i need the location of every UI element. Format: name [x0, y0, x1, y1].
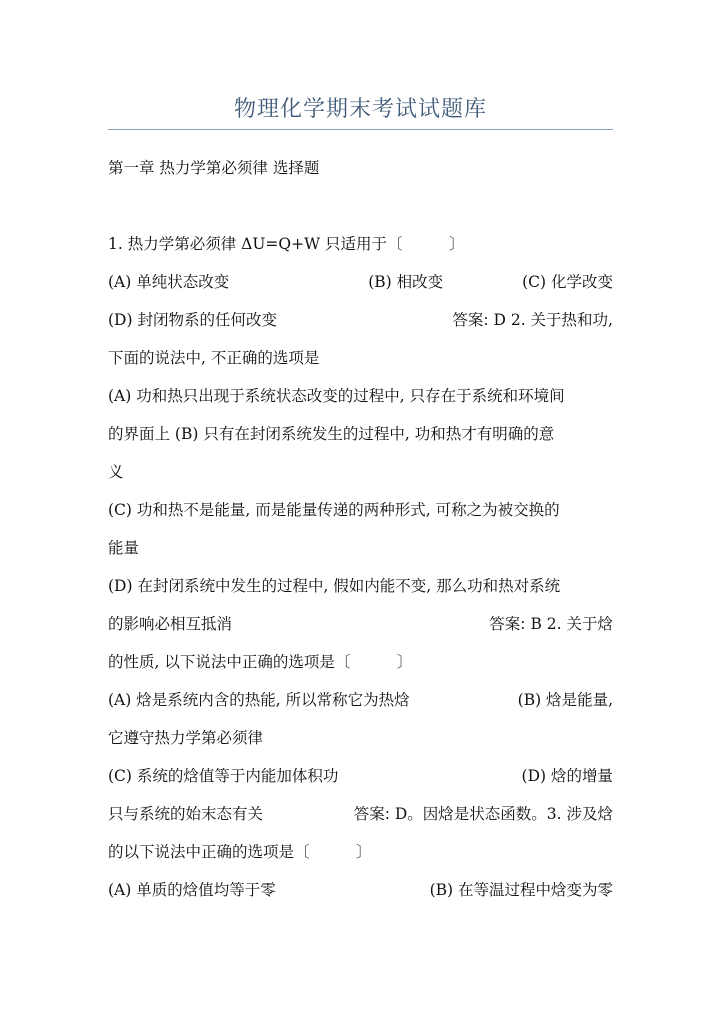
- answer-text: B 2. 关于焓: [525, 615, 613, 633]
- q3-stem: 的性质, 以下说法中正确的选项是〔 〕: [108, 653, 413, 671]
- q4-options-row: [108, 880, 613, 900]
- q1-option-c: (C) 化学改变: [522, 273, 613, 291]
- q3-option-d-end: 只与系统的始末态有关: [108, 805, 264, 823]
- document-title: 物理化学期末考试试题库: [233, 97, 487, 122]
- q2-answer-q3-start: [489, 614, 613, 634]
- q3-option-c: (C) 系统的焓值等于内能加体积功: [108, 767, 339, 785]
- q4-stem: 的以下说法中正确的选项是〔 〕: [108, 843, 372, 861]
- q2-option-a-line2: 的界面上 (B) 只有在封闭系统发生的过程中, 功和热才有明确的意: [108, 425, 555, 443]
- q2-option-d-line1: (D) 在封闭系统中发生的过程中, 假如内能不变, 那么功和热对系统: [108, 577, 561, 595]
- q2-option-c-line1: (C) 功和热不是能量, 而是能量传递的两种形式, 可称之为被交换的: [108, 501, 560, 519]
- q3-option-d-start: (D) 焓的增量: [521, 767, 613, 785]
- q4-option-a: (A) 单质的焓值均等于零: [108, 881, 276, 899]
- answer-label: 答案:: [353, 805, 390, 823]
- q3-option-a: (A) 焓是系统内含的热能, 所以常称它为热焓: [108, 691, 410, 709]
- q1-answer-q2-start: [452, 310, 613, 330]
- title-underline: [108, 129, 613, 130]
- q1-option-d: (D) 封闭物系的任何改变: [108, 311, 277, 329]
- question-1: 1. 热力学第必须律 ΔU=Q+W 只适用于〔 〕: [108, 235, 465, 253]
- q2-option-d-line2: 的影响必相互抵消: [108, 615, 233, 633]
- q3-options-row2: [108, 766, 613, 786]
- q1-options-row: [108, 272, 613, 292]
- q3-option-d-row: [108, 804, 613, 824]
- q2-option-b-line2: 义: [108, 463, 124, 481]
- q3-answer-q4-start: [354, 804, 613, 824]
- q1-option-b: (B) 相改变: [368, 273, 444, 291]
- answer-text: D 2. 关于热和功,: [488, 311, 613, 329]
- chapter-heading: 第一章 热力学第必须律 选择题: [108, 159, 320, 177]
- answer-label: 答案:: [452, 311, 489, 329]
- answer-text: D。因焓是状态函数。3. 涉及焓: [389, 805, 613, 823]
- answer-label: 答案:: [489, 615, 526, 633]
- q1-option-a: (A) 单纯状态改变: [108, 273, 230, 291]
- q2-option-c-line2: 能量: [108, 539, 140, 557]
- q1-option-d-row: [108, 310, 613, 330]
- q2-option-a-line1: (A) 功和热只出现于系统状态改变的过程中, 只存在于系统和环境间: [108, 387, 565, 405]
- q2-stem: 下面的说法中, 不正确的选项是: [108, 349, 320, 367]
- q3-options-row1: [108, 690, 613, 710]
- q2-option-d-row2: [108, 614, 613, 634]
- q3-option-b-start: (B) 焓是能量,: [517, 691, 613, 709]
- q4-option-b: (B) 在等温过程中焓变为零: [429, 881, 613, 899]
- q3-option-b-end: 它遵守热力学第必须律: [108, 729, 264, 747]
